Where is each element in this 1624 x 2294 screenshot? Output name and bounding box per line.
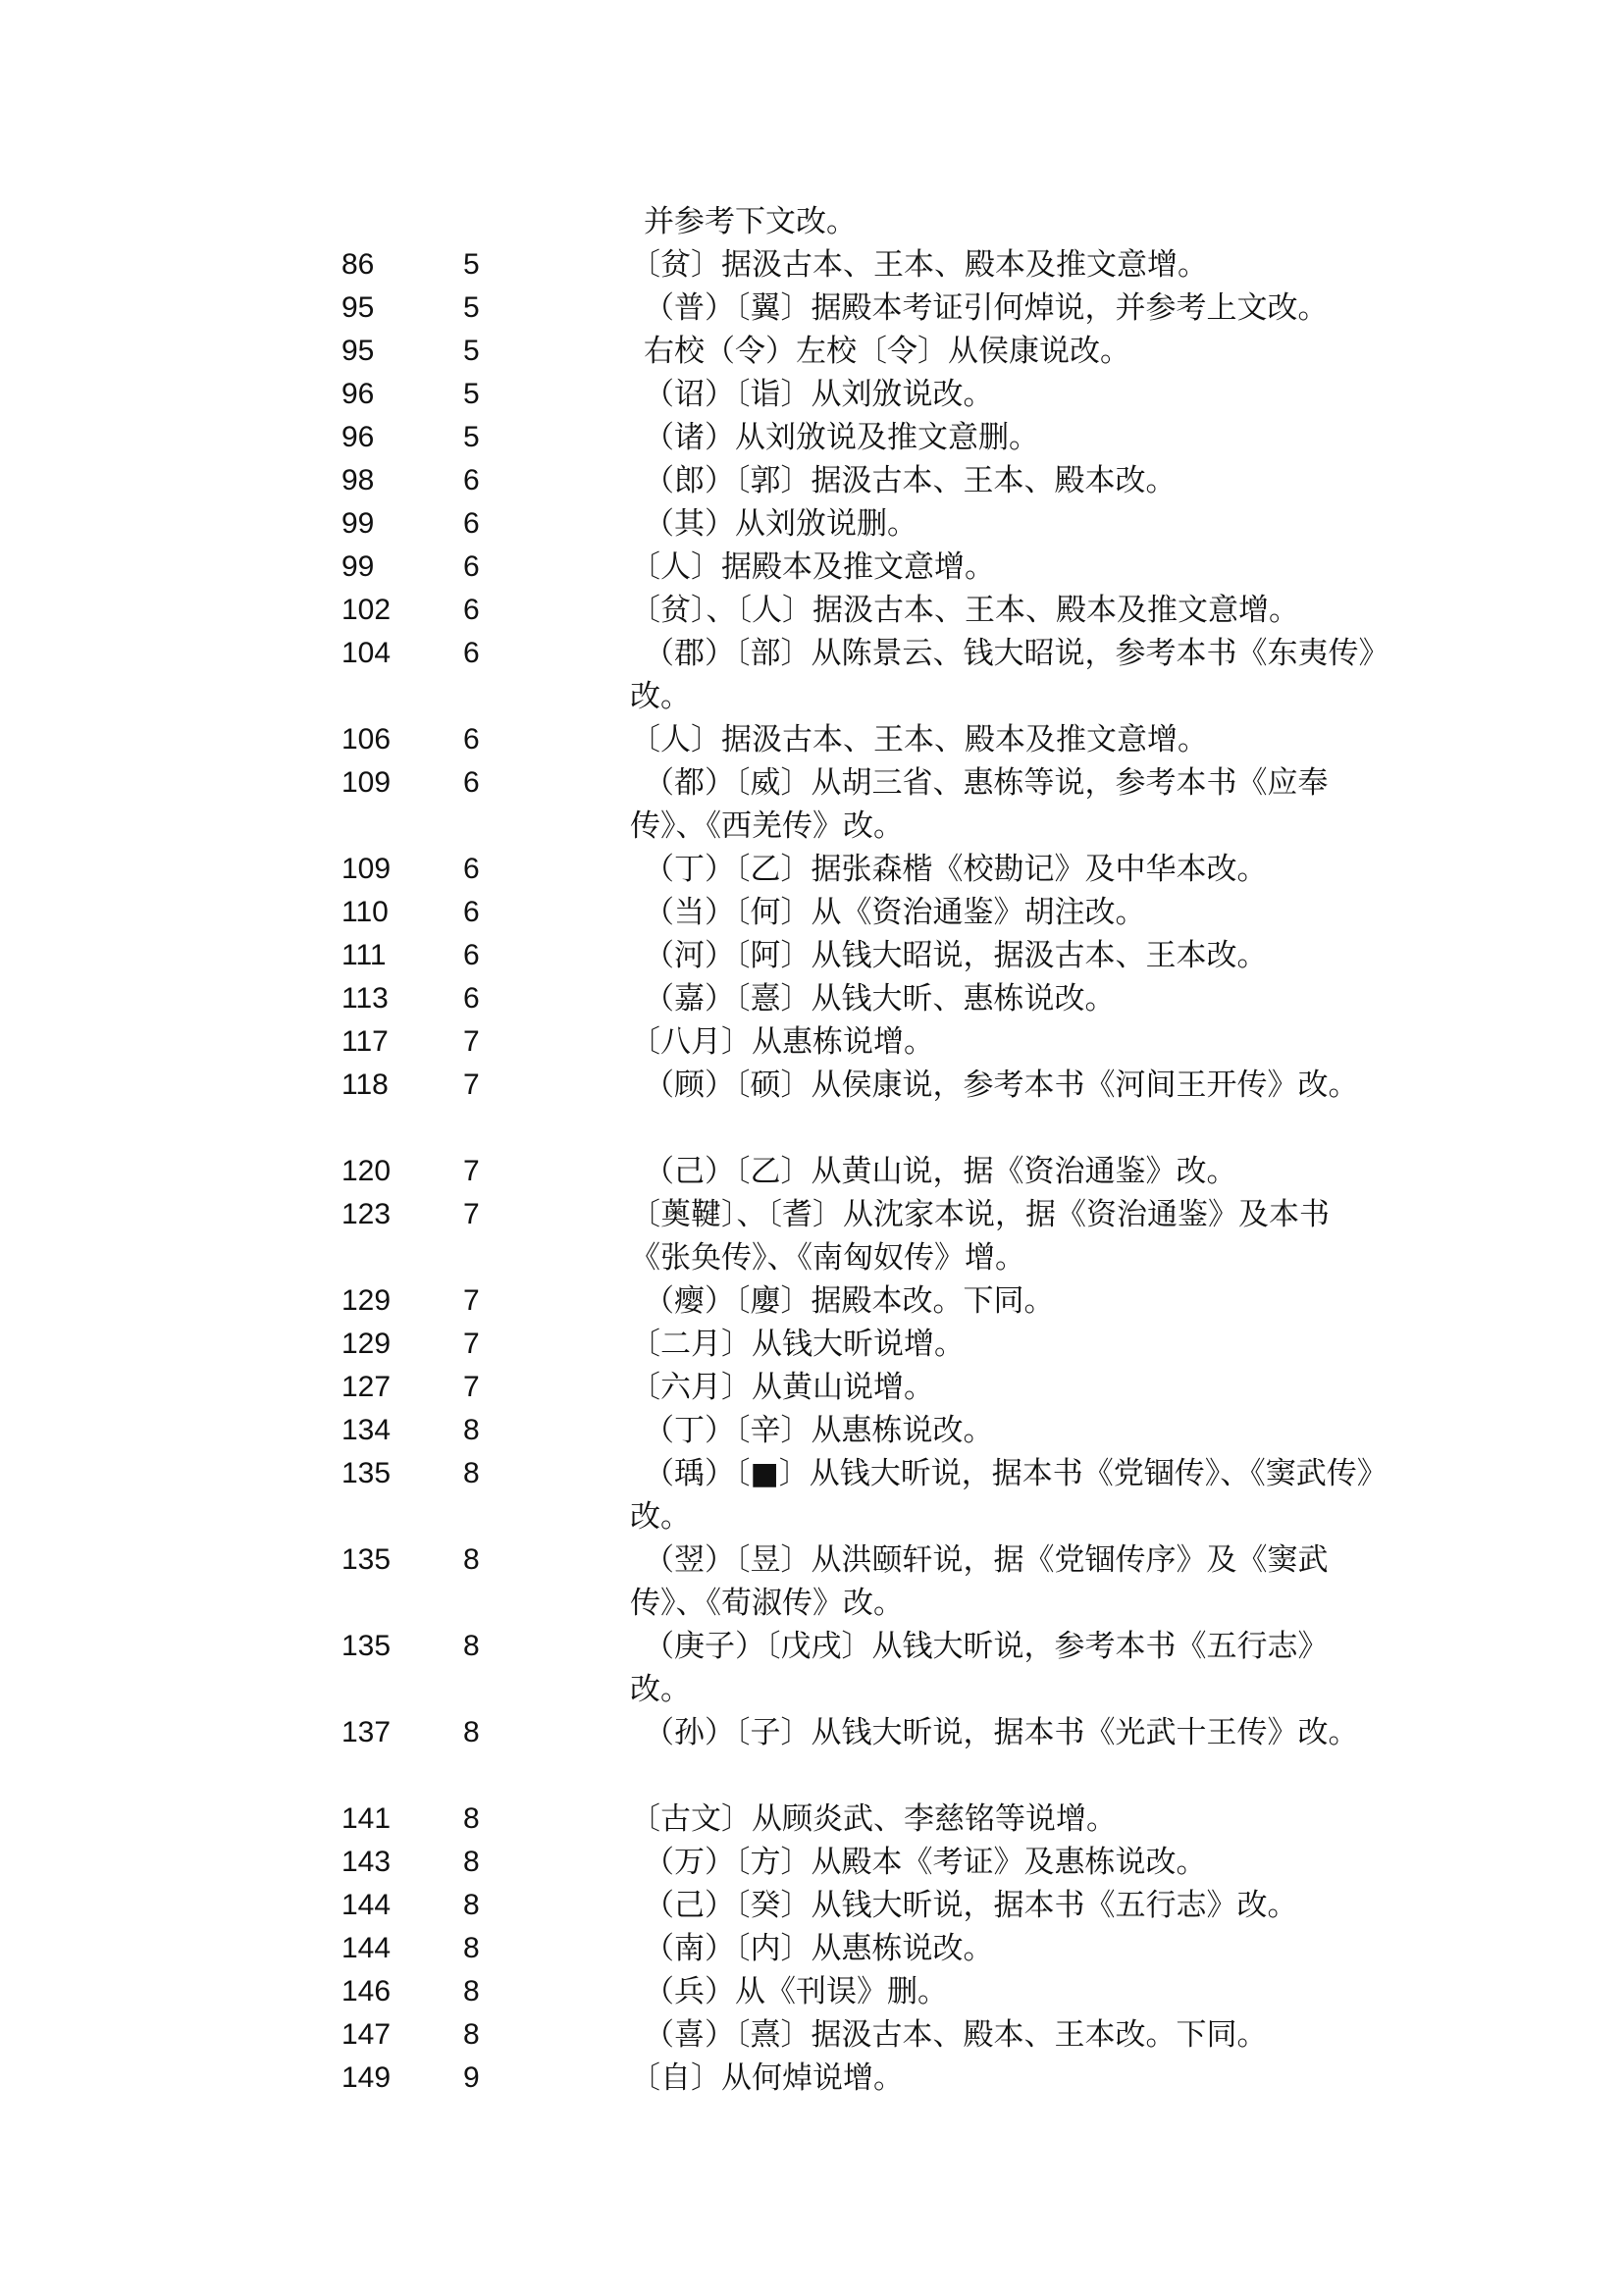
collation-note: 〔六月〕从黄山说增。 bbox=[630, 1370, 934, 1405]
page-number: 118 bbox=[341, 1069, 389, 1101]
line-number: 6 bbox=[463, 896, 480, 928]
collation-note: （嘉）〔憙〕从钱大昕、惠栋说改。 bbox=[644, 981, 1116, 1017]
page-number: 146 bbox=[341, 1975, 392, 2007]
line-number: 5 bbox=[463, 421, 480, 453]
line-number: 6 bbox=[463, 594, 480, 626]
note-entry bbox=[0, 718, 1624, 761]
collation-note: （诏）〔诣〕从刘攽说改。 bbox=[644, 377, 994, 412]
collation-note: （喜）〔熹〕据汲古本、殿本、王本改。下同。 bbox=[644, 2017, 1268, 2053]
note-entry bbox=[0, 891, 1624, 934]
note-entry bbox=[0, 589, 1624, 632]
note-entry bbox=[0, 1279, 1624, 1323]
note-entry bbox=[0, 1625, 1624, 1711]
note-entry bbox=[0, 546, 1624, 589]
collation-note: 〔人〕据汲古本、王本、殿本及推文意增。 bbox=[630, 722, 1208, 757]
collation-note: （普）〔翼〕据殿本考证引何焯说，并参考上文改。 bbox=[644, 290, 1329, 326]
page-number: 110 bbox=[341, 896, 389, 928]
line-number: 5 bbox=[463, 335, 480, 367]
note-entry bbox=[0, 848, 1624, 891]
page-number: 106 bbox=[341, 723, 392, 756]
page-number: 86 bbox=[341, 248, 375, 281]
collation-note: （庚子）〔戊戌〕从钱大昕说，参考本书《五行志》改。 bbox=[630, 1629, 1329, 1707]
collation-note: 〔八月〕从惠栋说增。 bbox=[630, 1024, 934, 1060]
note-entry bbox=[0, 632, 1624, 718]
collation-note: （丁）〔辛〕从惠栋说改。 bbox=[644, 1413, 994, 1448]
note-entry bbox=[0, 502, 1624, 546]
collation-note: （诸）从刘攽说及推文意删。 bbox=[644, 420, 1039, 455]
line-number: 5 bbox=[463, 291, 480, 324]
page-number: 135 bbox=[341, 1630, 392, 1662]
note-entry bbox=[0, 373, 1624, 416]
note-entry bbox=[0, 459, 1624, 502]
collation-note: 〔贫〕据汲古本、王本、殿本及推文意增。 bbox=[630, 247, 1208, 283]
collation-note: （河）〔阿〕从钱大昭说，据汲古本、王本改。 bbox=[644, 938, 1268, 973]
page-number: 117 bbox=[341, 1025, 389, 1058]
note-entry bbox=[0, 243, 1624, 287]
page-number: 96 bbox=[341, 378, 375, 410]
page-number: 144 bbox=[341, 1889, 392, 1921]
note-entry bbox=[0, 1841, 1624, 1884]
page-number: 99 bbox=[341, 550, 375, 583]
note-entry bbox=[0, 1970, 1624, 2013]
page-number: 135 bbox=[341, 1543, 392, 1576]
note-entry bbox=[0, 1452, 1624, 1538]
line-number: 8 bbox=[463, 1802, 480, 1835]
collation-note: （郎）〔郭〕据汲古本、王本、殿本改。 bbox=[644, 463, 1177, 498]
page-number: 96 bbox=[341, 421, 375, 453]
collation-note: （翌）〔昱〕从洪颐轩说，据《党锢传序》及《窦武传》、《荀淑传》改。 bbox=[630, 1542, 1329, 1621]
note-entry bbox=[0, 761, 1624, 848]
page-number: 102 bbox=[341, 594, 392, 626]
collation-note: 〔二月〕从钱大昕说增。 bbox=[630, 1327, 965, 1362]
note-entry bbox=[0, 1409, 1624, 1452]
note-entry bbox=[0, 1193, 1624, 1279]
line-number: 7 bbox=[463, 1371, 480, 1403]
collation-note: （兵）从《刊误》删。 bbox=[644, 1974, 948, 2009]
collation-note: 〔薁鞬〕、〔耆〕从沈家本说，据《资治通鉴》及本书《张奂传》、《南匈奴传》增。 bbox=[630, 1197, 1330, 1276]
line-number: 8 bbox=[463, 1457, 480, 1489]
page-number: 99 bbox=[341, 507, 375, 540]
page-number: 109 bbox=[341, 853, 392, 885]
continuation-note: 并参考下文改。 bbox=[644, 204, 857, 239]
page-number: 95 bbox=[341, 291, 375, 324]
note-entry bbox=[0, 1323, 1624, 1366]
page-number: 134 bbox=[341, 1414, 392, 1446]
line-number: 8 bbox=[463, 2018, 480, 2051]
collation-note: （己）〔乙〕从黄山说，据《资治通鉴》改。 bbox=[644, 1154, 1237, 1189]
collation-note: 右校（令）左校〔令〕从侯康说改。 bbox=[644, 334, 1130, 369]
note-entry bbox=[0, 1927, 1624, 1970]
note-entry bbox=[0, 1064, 1624, 1150]
page-number: 104 bbox=[341, 637, 392, 669]
line-number: 6 bbox=[463, 550, 480, 583]
collation-note: （丁）〔乙〕据张森楷《校勘记》及中华本改。 bbox=[644, 852, 1268, 887]
collation-note: （南）〔内〕从惠栋说改。 bbox=[644, 1931, 994, 1966]
note-entry bbox=[0, 1884, 1624, 1927]
collation-note: （郡）〔部〕从陈景云、钱大昭说，参考本书《东夷传》改。 bbox=[630, 636, 1374, 714]
line-number: 7 bbox=[463, 1198, 480, 1230]
collation-note: （顾）〔硕〕从侯康说，参考本书《河间王开传》改。 bbox=[644, 1068, 1359, 1103]
line-number: 8 bbox=[463, 1414, 480, 1446]
note-entry bbox=[0, 1798, 1624, 1841]
line-number: 8 bbox=[463, 1975, 480, 2007]
note-entry bbox=[0, 934, 1624, 977]
line-number: 5 bbox=[463, 378, 480, 410]
line-number: 6 bbox=[463, 766, 480, 799]
collation-note: （万）〔方〕从殿本《考证》及惠栋说改。 bbox=[644, 1845, 1207, 1880]
collation-note: 〔古文〕从顾炎武、李慈铭等说增。 bbox=[630, 1801, 1117, 1837]
page-number: 149 bbox=[341, 2061, 392, 2094]
collation-note: （己）〔癸〕从钱大昕说，据本书《五行志》改。 bbox=[644, 1888, 1298, 1923]
line-number: 6 bbox=[463, 853, 480, 885]
line-number: 7 bbox=[463, 1069, 480, 1101]
continuation-row bbox=[0, 200, 1624, 243]
note-entry bbox=[0, 1020, 1624, 1064]
page-number: 111 bbox=[341, 939, 387, 971]
note-entry bbox=[0, 2013, 1624, 2057]
line-number: 6 bbox=[463, 464, 480, 496]
line-number: 6 bbox=[463, 637, 480, 669]
collation-notes-list bbox=[0, 200, 1624, 2100]
note-entry bbox=[0, 1366, 1624, 1409]
line-number: 8 bbox=[463, 1716, 480, 1748]
note-entry bbox=[0, 1711, 1624, 1798]
line-number: 7 bbox=[463, 1025, 480, 1058]
page-number: 98 bbox=[341, 464, 375, 496]
collation-note: （孙）〔子〕从钱大昕说，据本书《光武十王传》改。 bbox=[644, 1715, 1359, 1750]
page-number: 129 bbox=[341, 1284, 392, 1317]
line-number: 6 bbox=[463, 982, 480, 1015]
line-number: 6 bbox=[463, 939, 480, 971]
collation-note: （都）〔威〕从胡三省、惠栋等说，参考本书《应奉传》、《西羌传》改。 bbox=[630, 765, 1329, 844]
line-number: 8 bbox=[463, 1846, 480, 1878]
line-number: 7 bbox=[463, 1284, 480, 1317]
note-entry bbox=[0, 2057, 1624, 2100]
page-number: 141 bbox=[341, 1802, 392, 1835]
line-number: 8 bbox=[463, 1630, 480, 1662]
page-number: 109 bbox=[341, 766, 392, 799]
page-number: 147 bbox=[341, 2018, 392, 2051]
note-entry bbox=[0, 416, 1624, 459]
page-number: 120 bbox=[341, 1155, 392, 1187]
page-number: 135 bbox=[341, 1457, 392, 1489]
page-number: 143 bbox=[341, 1846, 392, 1878]
page-number: 129 bbox=[341, 1328, 392, 1360]
note-entry bbox=[0, 287, 1624, 330]
collation-note: 〔人〕据殿本及推文意增。 bbox=[630, 549, 995, 585]
collation-note: （瑀）〔■〕从钱大昕说，据本书《党锢传》、《窦武传》改。 bbox=[630, 1456, 1373, 1535]
note-entry bbox=[0, 330, 1624, 373]
collation-note: 〔贫〕、〔人〕据汲古本、王本、殿本及推文意增。 bbox=[630, 593, 1299, 628]
collation-note: （其）从刘攽说删。 bbox=[644, 506, 917, 542]
line-number: 6 bbox=[463, 507, 480, 540]
line-number: 7 bbox=[463, 1328, 480, 1360]
page-number: 127 bbox=[341, 1371, 392, 1403]
line-number: 8 bbox=[463, 1543, 480, 1576]
page-number: 137 bbox=[341, 1716, 392, 1748]
collation-note: （当）〔何〕从《资治通鉴》胡注改。 bbox=[644, 895, 1146, 930]
line-number: 9 bbox=[463, 2061, 480, 2094]
note-entry bbox=[0, 1538, 1624, 1625]
page-number: 144 bbox=[341, 1932, 392, 1964]
collation-note: 〔自〕从何焯说增。 bbox=[630, 2060, 904, 2096]
line-number: 5 bbox=[463, 248, 480, 281]
line-number: 8 bbox=[463, 1932, 480, 1964]
page-number: 95 bbox=[341, 335, 375, 367]
page-number: 123 bbox=[341, 1198, 392, 1230]
page-number: 113 bbox=[341, 982, 389, 1015]
line-number: 7 bbox=[463, 1155, 480, 1187]
line-number: 8 bbox=[463, 1889, 480, 1921]
collation-note: （瘿）〔廮〕据殿本改。下同。 bbox=[644, 1283, 1055, 1319]
line-number: 6 bbox=[463, 723, 480, 756]
note-entry bbox=[0, 1150, 1624, 1193]
note-entry bbox=[0, 977, 1624, 1020]
